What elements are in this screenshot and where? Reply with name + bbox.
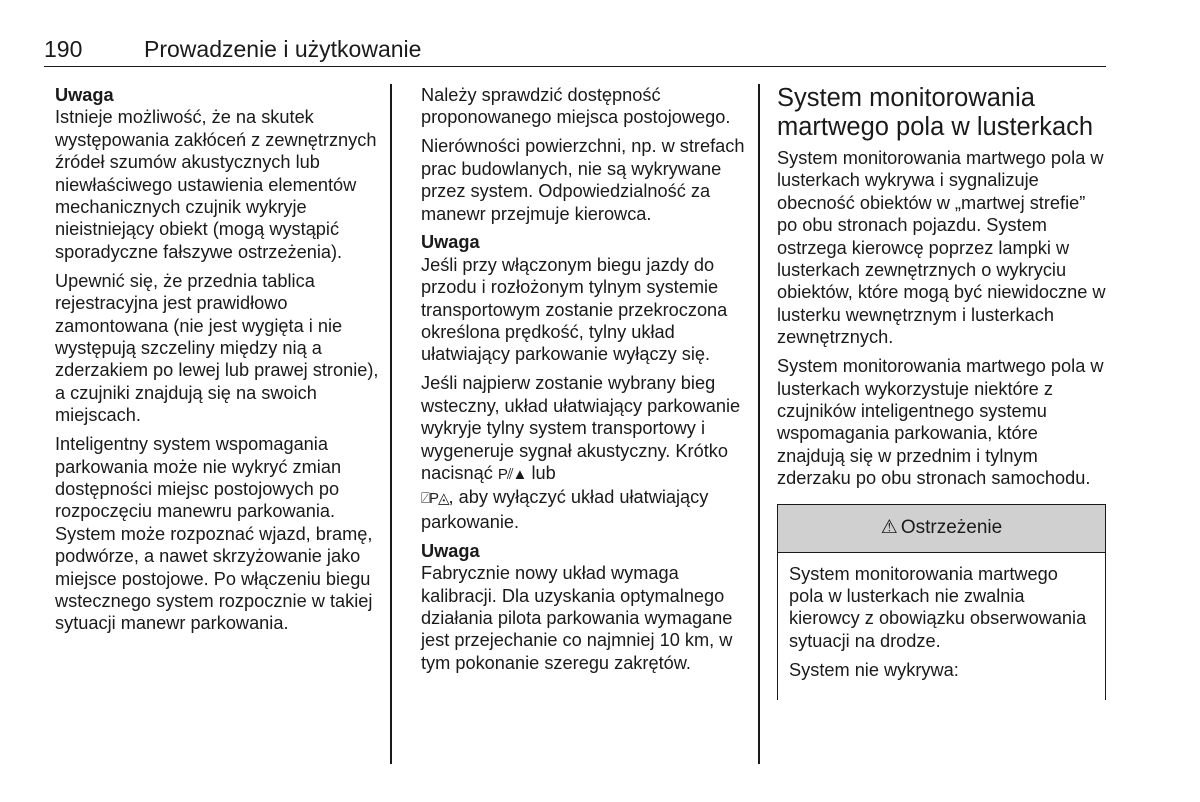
paragraph [421, 372, 756, 533]
paragraph-text: , aby wyłączyć układ ułatwiający parkowanie. [421, 487, 709, 532]
section-heading: System monitorowania martwego pola w lusterkach [777, 84, 1094, 141]
warning-triangle-icon: ⚠ [880, 516, 898, 538]
paragraph: System monitorowania martwego pola w lusterkach wykrywa i sygnalizuje obecność obiektów w „martwej strefie” po obu stronach pojazdu. System ostrzega kierowcę poprzez lampki w lusterkach zewnętrznych o wykryciu obiektów, które mogą być niewidoczne w lusterku wewnętrznym i lusterkach zewnętrznych. [777, 148, 1106, 348]
chapter-title: Prowadzenie i użytkowanie [144, 36, 422, 62]
note-block [421, 540, 756, 674]
note-heading: Uwaga [421, 540, 480, 561]
warning-box [777, 504, 1106, 700]
warning-text: System nie wykrywa: [789, 659, 959, 680]
warning-body [778, 553, 1105, 682]
paragraph-text: lub [531, 463, 556, 483]
note-heading: Uwaga [55, 85, 114, 105]
note-text: Istnieje możliwość, że na skutek występowania zakłóceń z zewnętrznych źródeł szumów akustycznych lub niewłaściwego ustawienia elementów mechanicznych czujnik wykryje nieistniejący obiekt (mogą wystąpić sporadyczne fałszywe ostrzeżenia). [55, 107, 377, 262]
note-text: Jeśli przy włączonym biegu jazdy do przodu i rozłożonym tylnym systemie transportowym zostanie przekroczona określona prędkość, tylny układ ułatwiający parkowanie wyłączy się. [421, 254, 728, 365]
column-divider [758, 84, 760, 764]
paragraph: Należy sprawdzić dostępność proponowanego miejsca postojowego. [421, 85, 731, 128]
warning-title: Ostrzeżenie [900, 516, 1003, 538]
paragraph: Upewnić się, że przednia tablica rejestracyjna jest prawidłowo zamontowana (nie jest wygięta i nie występują szczeliny między nią a zderzakiem po lewej lub prawej stronie), a czujniki znajdują się na swoich miejscach. [55, 270, 379, 426]
note-block [55, 84, 385, 263]
column-middle [421, 84, 756, 681]
page-number: 190 [44, 36, 83, 62]
warning-header [778, 505, 1105, 553]
paragraph: System monitorowania martwego pola w lusterkach wykorzystuje niektóre z czujników inteligentnego systemu wspomagania parkowania, które znajdują się w przednim i tylnym zderzaku po obu stronach samochodu. [777, 356, 1104, 489]
column-left [55, 84, 385, 641]
column-right [777, 84, 1107, 700]
note-text: Fabrycznie nowy układ wymaga kalibracji. Dla uzyskania optymalnego działania pilota parkowania wymagane jest przejechanie co najmniej 10 km, w tym pokonanie szeregu zakrętów. [421, 563, 733, 673]
note-heading: Uwaga [421, 232, 480, 253]
park-assist-button-icon: P⫽▲ [497, 466, 527, 483]
warning-text: System monitorowania martwego pola w lusterkach nie zwalnia kierowcy z obowiązku obserwowania sytuacji na drodze. [789, 563, 1087, 651]
paragraph-text: Jeśli najpierw zostanie wybrany bieg wsteczny, układ ułatwiający parkowanie wykryje tylny system transportowy i wygeneruje sygnał akustyczny. Krótko nacisnąć [421, 373, 741, 483]
paragraph: Inteligentny system wspomagania parkowania może nie wykryć zmian dostępności miejsc postojowych po rozpoczęciu manewru parkowania. System może rozpoznać wjazd, bramę, podwórze, a nawet skrzyżowanie jako miejsce postojowe. Po włączeniu biegu wstecznego system rozpocznie w takiej sytuacji manewr parkowania. [55, 434, 373, 634]
paragraph: Nierówności powierzchni, np. w strefach prac budowlanych, nie są wykrywane przez system. Odpowiedzialność za manewr przejmuje kierowca. [421, 136, 745, 224]
column-divider [390, 84, 392, 764]
note-block [421, 231, 756, 365]
page-header [44, 36, 1106, 67]
park-assist-off-icon: ⍁P◬ [421, 490, 449, 508]
